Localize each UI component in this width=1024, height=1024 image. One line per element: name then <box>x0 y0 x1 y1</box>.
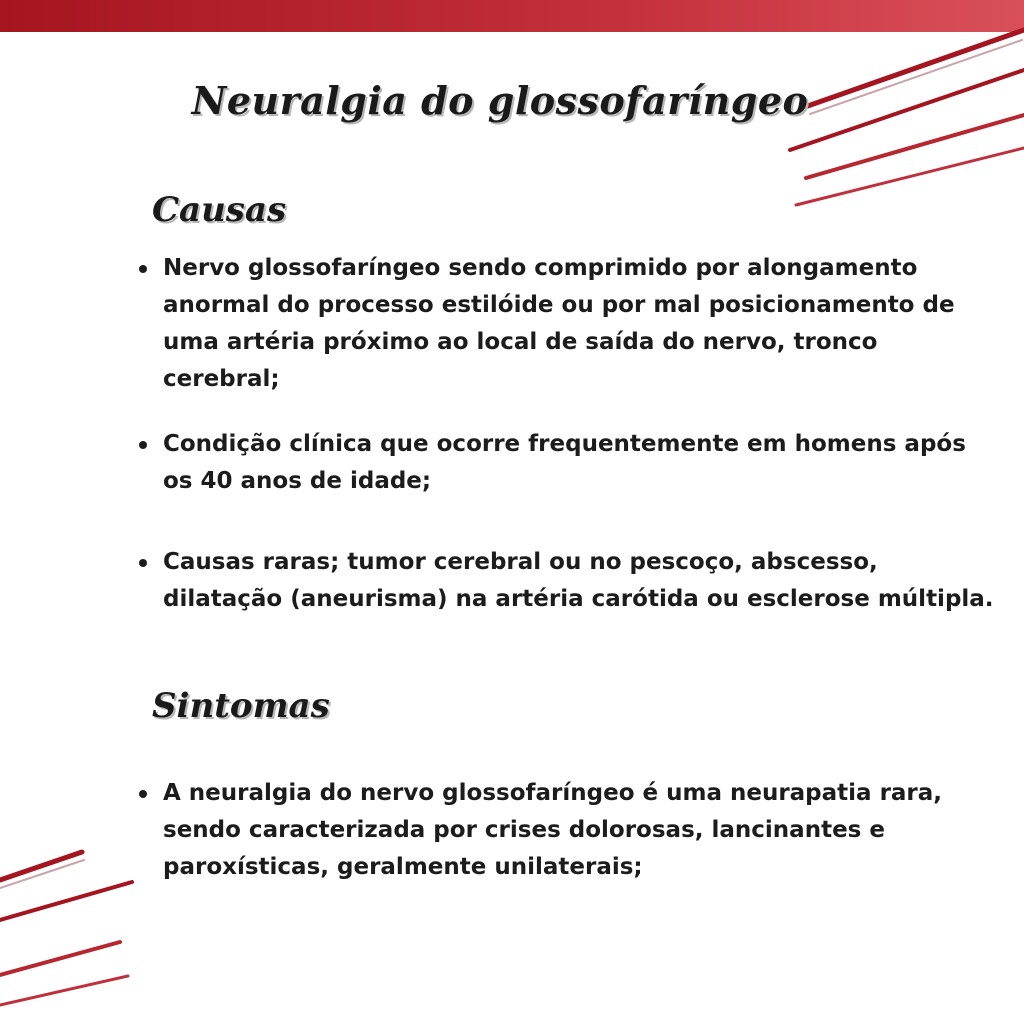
sintomas-list <box>137 775 997 886</box>
section-heading-sintomas: Sintomas <box>152 686 330 726</box>
list-item: A neuralgia do nervo glossofaríngeo é uma neurapatia rara, sendo caracterizada por crises dolorosas, lancinantes e paroxísticas, geralmente unilaterais; <box>137 775 997 886</box>
section-heading-causas: Causas <box>152 190 287 230</box>
list-item: Condição clínica que ocorre frequentemente em homens após os 40 anos de idade; <box>137 426 997 500</box>
page-title: Neuralgia do glossofaríngeo <box>191 78 809 123</box>
decor-stroke-tr-4 <box>806 115 1024 178</box>
decor-stroke-bl-5 <box>0 976 128 1005</box>
causas-list <box>137 250 997 618</box>
decor-stroke-tr-5 <box>796 148 1024 205</box>
list-item: Causas raras; tumor cerebral ou no pescoço, abscesso, dilatação (aneurisma) na artéria carótida ou esclerose múltipla. <box>137 544 997 618</box>
decor-stroke-bl-3 <box>0 882 132 920</box>
decor-stroke-bl-1 <box>0 852 82 880</box>
list-item: Nervo glossofaríngeo sendo comprimido por alongamento anormal do processo estilóide ou por mal posicionamento de uma artéria próximo ao local de saída do nervo, tronco cerebral; <box>137 250 997 398</box>
decor-stroke-bl-4 <box>0 942 120 975</box>
